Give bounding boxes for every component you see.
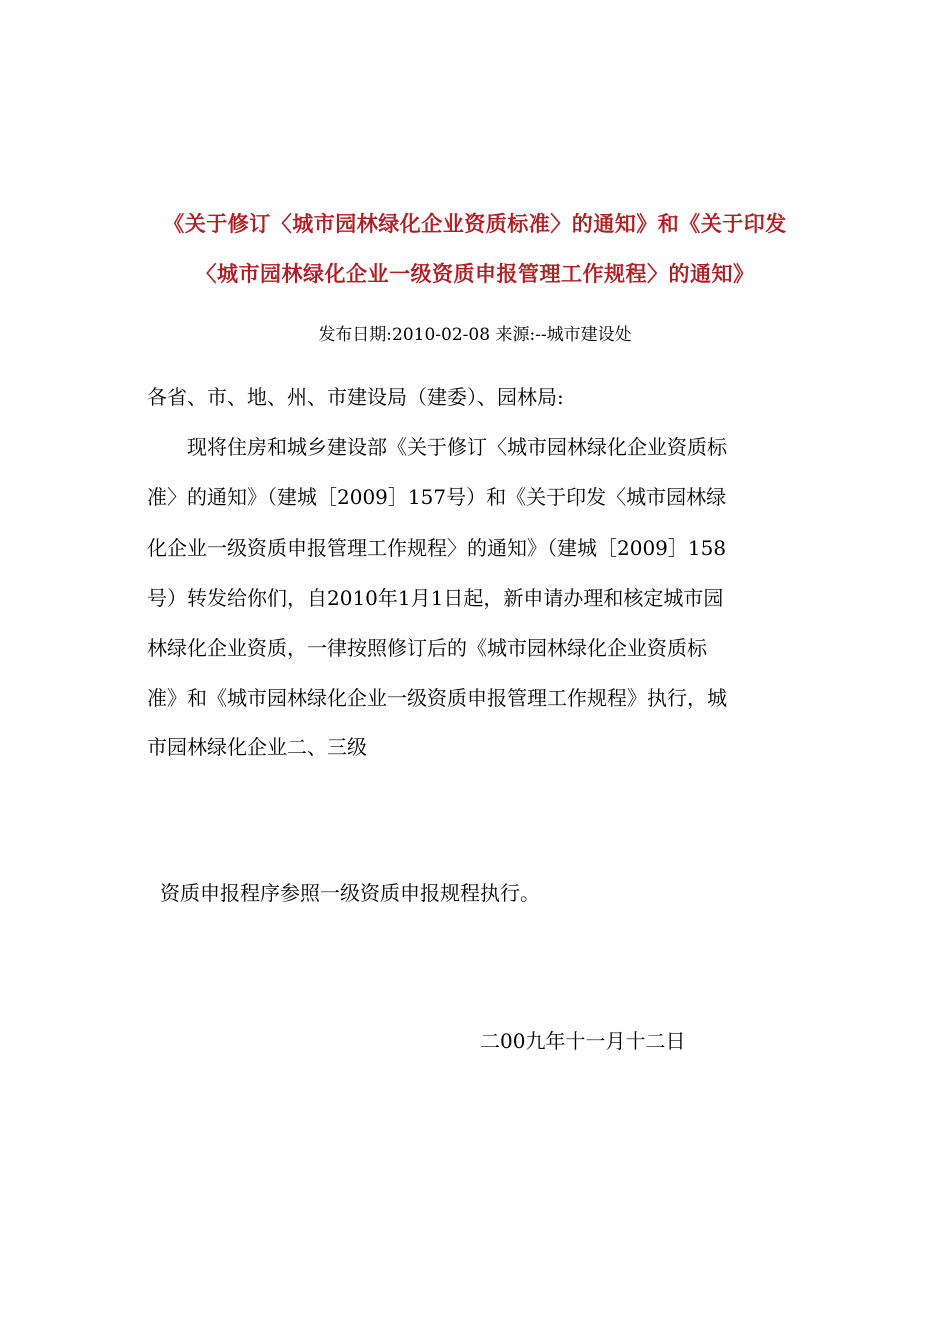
body-line-2: 准〉的通知》（建城［2009］157号）和《关于印发〈城市园林绿 (147, 485, 727, 509)
salutation: 各省、市、地、州、市建设局（建委）、园林局: (147, 385, 564, 409)
body-line-1: 现将住房和城乡建设部《关于修订〈城市园林绿化企业资质标 (147, 435, 727, 459)
document-date: 二00九年十一月十二日 (480, 1029, 686, 1053)
document-title-line-2: 〈城市园林绿化企业一级资质申报管理工作规程〉的通知》 (195, 262, 755, 286)
publish-info: 发布日期:2010-02-08 来源:--城市建设处 (318, 325, 632, 345)
document-title-line-1: 《关于修订〈城市园林绿化企业资质标准〉的通知》和《关于印发 (163, 212, 787, 236)
body-line-5: 林绿化企业资质，一律按照修订后的《城市园林绿化企业资质标 (147, 636, 707, 660)
closing-statement: 资质申报程序参照一级资质申报规程执行。 (160, 881, 540, 905)
body-line-7: 市园林绿化企业二、三级 (147, 735, 367, 759)
body-line-6: 准》和《城市园林绿化企业一级资质申报管理工作规程》执行，城 (147, 686, 727, 710)
body-line-4: 号）转发给你们，自2010年1月1日起，新申请办理和核定城市园 (147, 586, 724, 610)
body-line-3: 化企业一级资质申报管理工作规程〉的通知》（建城［2009］158 (147, 536, 727, 560)
